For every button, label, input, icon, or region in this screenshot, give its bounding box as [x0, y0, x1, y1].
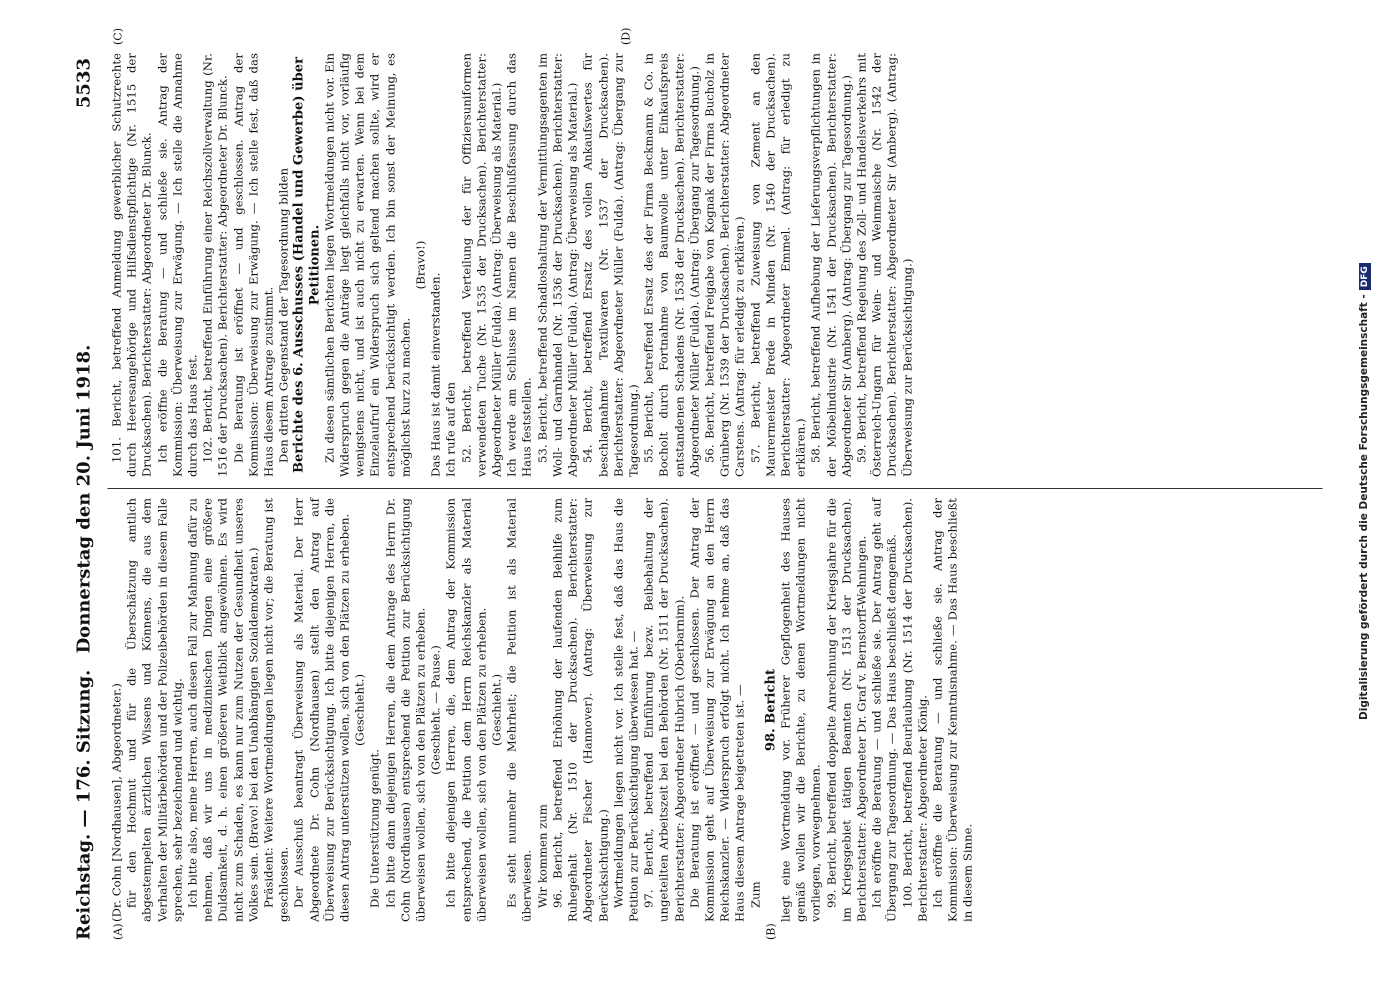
margin-marker-c: (C): [111, 28, 125, 45]
report-item: 102. Bericht, betreffend Einführung einer Reichszollverwaltung (Nr. 1516 der Drucksachen). Berichterstatter: Abgeordneter Dr. Blunck.: [200, 53, 230, 477]
right-column: [110, 53, 916, 477]
report-item: 57. Bericht, betreffend Zuweisung von Zement an den Maurermeister Brede in Minden (Nr. 1540 der Drucksachen). Berichterstatter: Abgeordneter Emmel. (Antrag: für erledigt zu erklären.): [748, 53, 808, 477]
paragraph: Ich bitte diejenigen Herren, die, dem Antrag der Kommission entsprechend, die Petition dem Herrn Reichskanzler als Material überweisen wollen, sich von den Plätzen zu erheben.: [443, 498, 489, 922]
paragraph: Die Unterstützung genügt.: [367, 749, 382, 908]
paragraph: Ich werde am Schlusse im Namen die Beschlußfassung durch das Haus feststellen.: [504, 53, 534, 477]
report-item: 56. Bericht, betreffend Freigabe von Kognak der Firma Bucholz in Grünberg (Nr. 1539 der Drucksachen). Berichterstatter: Abgeordneter Carstens. (Antrag: für erledigt zu erklären.): [702, 53, 747, 477]
report-item: 53. Bericht, betreffend Schadloshaltung der Vermittlungsagenten im Woll- und Garnhandel (Nr. 1536 der Drucksachen). Berichterstatter: Abgeordneter Müller (Fulda). (Antrag: Überweisung als Material.): [535, 53, 580, 477]
header-left: Reichstag. — 176. Sitzung.: [73, 669, 95, 940]
paragraph: Ich rufe auf den: [443, 382, 458, 477]
section-heading: Berichte des 6. Ausschusses (Handel und Gewerbe) über Petitionen.: [291, 57, 323, 473]
paragraph: Ich bitte dann diejenigen Herren, die dem Antrage des Herrn Dr. Cohn (Nordhausen) entsprechend die Petition zur Berücksichtigung überweisen wollen, sich von den Plätzen zu erheben.: [383, 498, 428, 922]
paragraph: Die Beratung ist eröffnet — und geschlossen. Antrag der Kommission: Überweisung zur Erwägung. — Ich stelle fest, daß das Haus diesem Antrage zustimmt.: [231, 53, 276, 477]
interjection: (Geschieht.): [489, 673, 504, 747]
report-item: 54. Bericht, betreffend Ersatz des vollen Ankaufswertes für beschlagnahmte Textilwaren (Nr. 1537 der Drucksachen). Berichterstatter: Abgeordneter Müller (Fulda). (Antrag: Übergang zur Tagesordnung.): [580, 53, 641, 477]
report-item: 101. Bericht, betreffend Anmeldung gewerblicher Schutzrechte durch Heeresangehörige und Hilfsdienstpflichtige (Nr. 1515 der Drucksachen). Berichterstatter: Abgeordneter Dr. Blunck.: [109, 53, 154, 477]
report-item: 55. Bericht, betreffend Ersatz des der Firma Beckmann & Co. in Bocholt durch Fortnahme von Baumwolle unter Einkaufspreis entstandenen Schadens (Nr. 1538 der Drucksachen). Berichterstatter: Abgeordneter Müller (Fulda). (Antrag: Übergang zur Tagesordnung.): [641, 53, 702, 477]
left-column: [110, 498, 977, 922]
paragraph: Der Ausschuß beantragt Überweisung als Material. Der Herr Abgeordnete Dr. Cohn (Nordhausen) stellt den Antrag auf Überweisung zur Berücksichtigung. Ich bitte diejenigen Herren, die diesen Antrag unterstützen wollen, sich von den Plätzen zu erheben.: [291, 498, 352, 922]
paragraph: Zu diesen sämtlichen Berichten liegen Wortmeldungen nicht vor. Ein Widerspruch gegen die Anträge liegt gleichfalls nicht vor, vorläufig wenigstens nicht, und ist auch nicht zu erwarten. Wenn bei dem Einzelaufruf ein Widerspruch sich geltend machen sollte, wird er entsprechend berücksichtigt werden. Ich bin sonst der Meinung, es möglichst kurz zu machen.: [322, 53, 413, 477]
speaker-line: (Dr. Cohn [Nordhausen], Abgeordneter.): [109, 683, 124, 922]
paragraph: Ich eröffne die Beratung — und schließe sie. Antrag der Kommission: Überweisung zur Erwägung. — Ich stelle die Annahme durch das Haus fest.: [155, 53, 200, 477]
paragraph: Das Haus ist damit einverstanden.: [428, 272, 443, 477]
paragraph: Den dritten Gegenstand der Tagesordnung bilden: [276, 167, 291, 463]
interjection: (Geschieht. — Pause.): [428, 645, 443, 775]
credit-text: Digitalisierung gefördert durch die Deutsche Forschungsgemeinschaft -: [1358, 294, 1370, 720]
report-heading: 98. Bericht: [763, 668, 779, 752]
margin-marker-b: (B): [764, 923, 778, 940]
header-center: Donnerstag den 20. Juni 1918.: [73, 344, 95, 654]
digitization-credit: [1358, 263, 1371, 720]
report-item: 52. Bericht, betreffend Verteilung der für Offiziersuniformen verwendeten Tuche (Nr. 1535 der Drucksachen). Berichterstatter: Abgeordneter Müller (Fulda). (Antrag: Überweisung als Material.): [459, 53, 504, 477]
column-divider: [108, 488, 1323, 489]
report-item: 58. Bericht, betreffend Aufhebung der Lieferungsverpflichtungen in der Möbelindustrie (Nr. 1541 der Drucksachen). Berichterstatter: Abgeordneter Sir (Amberg). (Antrag: Übergang zur Tagesordnung.): [808, 53, 854, 477]
interjection: (Geschieht.): [352, 673, 367, 747]
dfg-logo: DFG: [1359, 263, 1371, 290]
paragraph: Ich bitte also, meine Herren, auch diesen Fall zur Mahnung dafür zu nehmen, daß wir uns in medizinischen Dingen eine größere Duldsamkeit, d. h. einen größeren Weitblick angewöhnen. Es wird nicht zum Schaden, es kann nur zum Nutzen der Gesundheit unseres Volkes sein. (Bravo! bei den Unabhängigen Sozialdemokraten.): [185, 498, 261, 922]
page-header: [58, 58, 104, 940]
page-number: 5533: [73, 58, 95, 109]
paragraph: Ich eröffne die Beratung — und schließe sie. Antrag der Kommission: Überweisung zur Kenntnisnahme. — Das Haus beschließt in diesem Sinne.: [930, 498, 975, 922]
report-item: 100. Bericht, betreffend Beurlaubung (Nr. 1514 der Drucksachen). Berichterstatter: Abgeordneter König.: [900, 498, 930, 922]
paragraph: Zum: [748, 881, 763, 908]
paragraph: liegt eine Wortmeldung vor. Früherer Gepflogenheit des Hauses gemäß wollen wir die Berichte, zu denen Wortmeldungen nicht vorliegen, vorwegnehmen.: [778, 498, 823, 922]
report-item: 97. Bericht, betreffend Einführung bezw. Beibehaltung der ungeteilten Arbeitszeit bei den Behörden (Nr. 1511 der Drucksachen). Berichterstatter: Abgeordneter Hubrich (Oberbarnim).: [641, 498, 687, 922]
paragraph: Wortmeldungen liegen nicht vor. Ich stelle fest, daß das Haus die Petition zur Berücksichtigung überwiesen hat. —: [611, 498, 641, 922]
paragraph: Es steht nunmehr die Mehrheit; die Petition ist als Material überwiesen.: [504, 498, 534, 922]
report-item: 96. Bericht, betreffend Erhöhung der laufenden Beihilfe zum Ruhegehalt (Nr. 1510 der Drucksachen). Berichterstatter: Abgeordneter Fischer (Hannover). (Antrag: Überweisung zur Berücksichtigung.): [550, 498, 610, 922]
paragraph: Wir kommen zum: [535, 804, 550, 908]
margin-marker-a: (A): [111, 923, 125, 940]
paragraph: für den Hochmut und für die Überschätzung amtlich abgestempelten ärztlichen Wissens und Könnens, die aus dem Verhalten der Militärbehörden und der Polizeibehörden in diesem Falle sprechen, sehr bezeichnend und wichtig.: [124, 498, 185, 922]
president-statement: Präsident: Weitere Wortmeldungen liegen nicht vor; die Beratung ist geschlossen.: [261, 498, 291, 922]
interjection: (Bravo!): [413, 240, 428, 290]
paragraph: Die Beratung ist eröffnet — und geschlossen. Der Antrag der Kommission geht auf Überweisung zur Erwägung an den Herrn Reichskanzler. — Widerspruch erfolgt nicht. Ich nehme an, daß das Haus diesem Antrage beigetreten ist. —: [687, 498, 747, 922]
paragraph: Ich eröffne die Beratung — und schließe sie. Der Antrag geht auf Übergang zur Tagesordnung. — Das Haus beschließt demgemäß.: [869, 498, 899, 922]
report-item: 59. Bericht, betreffend Regelung des Zoll- und Handelsverkehrs mit Österreich-Ungarn für Wein- und Weinmaische (Nr. 1542 der Drucksachen). Berichterstatter: Abgeordneter Sir (Amberg). (Antrag: Überweisung zur Berücksichtigung.): [854, 53, 915, 477]
report-item: 99. Bericht, betreffend doppelte Anrechnung der Kriegsjahre für die im Kriegsgebiet tätigen Beamten (Nr. 1513 der Drucksachen). Berichterstatter: Abgeordneter Dr. Graf v. Bernstorff-Wehningen.: [824, 498, 869, 922]
margin-marker-d: (D): [619, 27, 633, 45]
